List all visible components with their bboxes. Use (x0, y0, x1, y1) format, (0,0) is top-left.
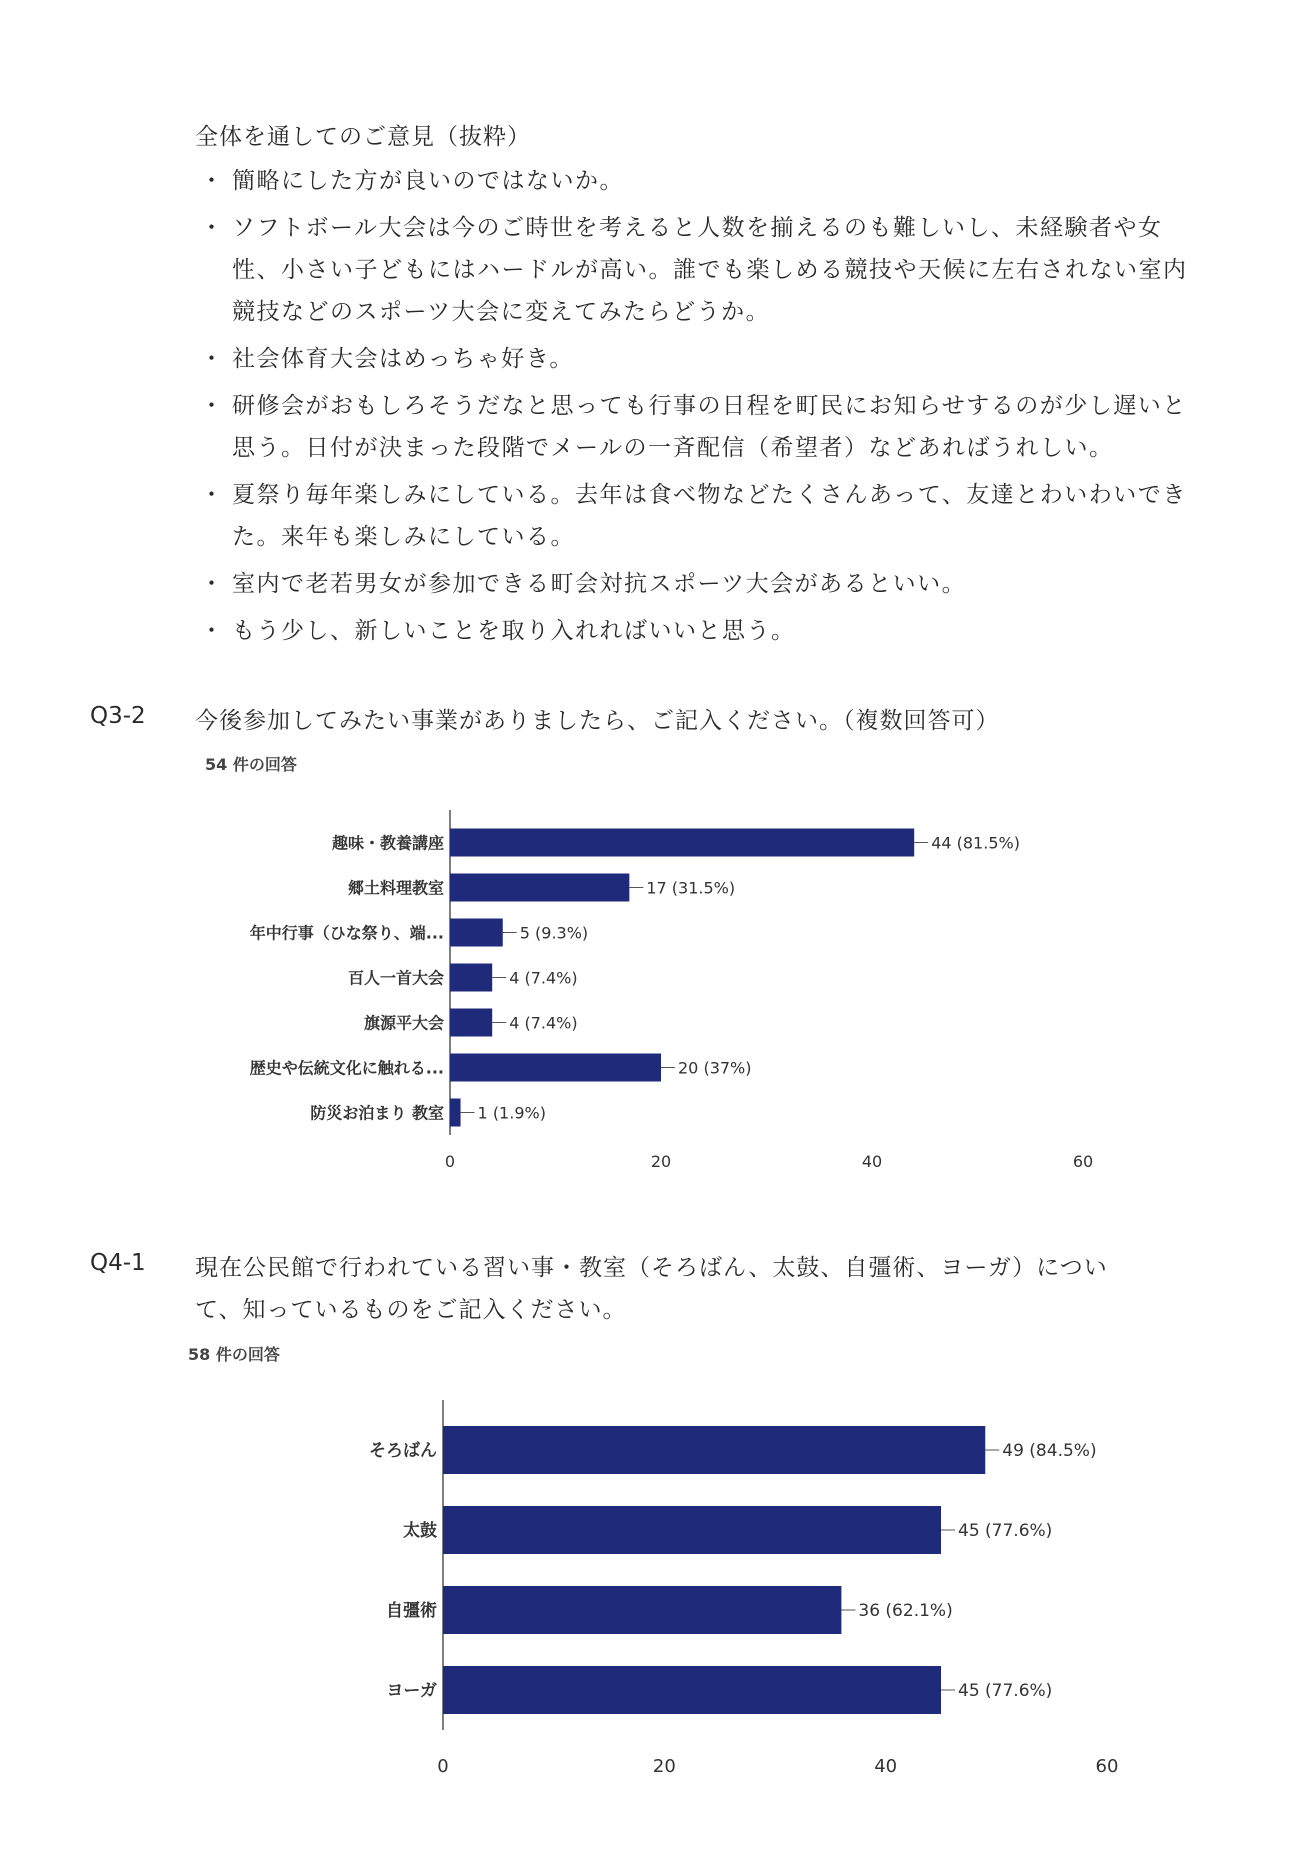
bar (443, 1586, 841, 1634)
bar-chart-q32 (0, 800, 1300, 1171)
question-label: Q3-2 (90, 703, 146, 729)
bar (450, 1009, 492, 1037)
tick-label: 40 (874, 1756, 898, 1777)
data-label: 20 (37%) (678, 1058, 752, 1078)
bar (450, 829, 914, 857)
bar-chart-q41 (0, 1390, 1300, 1777)
data-label: 4 (7.4%) (509, 1013, 578, 1033)
opinion-text: 簡略にした方が良いのではないか。 (232, 168, 624, 194)
category-label: そろばん (369, 1441, 437, 1461)
category-label: 歴史や伝統文化に触れる... (249, 1058, 444, 1078)
data-label: 45 (77.6%) (958, 1681, 1053, 1701)
data-label: 4 (7.4%) (509, 968, 578, 988)
category-label: ヨーガ (386, 1681, 437, 1701)
opinion-text: 夏祭り毎年楽しみにしている。去年は食べ物などたくさんあって、友達とわいわいできた。来年も楽しみにしている。 (232, 482, 1187, 550)
tick-label: 60 (1072, 1152, 1094, 1171)
bar (450, 1099, 461, 1127)
opinion-text: 研修会がおもしろそうだなと思っても行事の日程を町民にお知らせするのが少し遅いと思う。日付が決まった段階でメールの一斉配信（希望者）などあればうれしい。 (232, 393, 1187, 461)
category-label: 防災お泊まり 教室 (310, 1103, 444, 1123)
category-label: 年中行事（ひな祭り、端... (249, 923, 444, 943)
list-item (195, 160, 1205, 202)
question-text: 現在公民館で行われている習い事・教室（そろばん、太鼓、自彊術、ヨーガ）につい (195, 1255, 1108, 1281)
category-label: 旗源平大会 (363, 1013, 444, 1033)
list-item (195, 338, 1205, 380)
bar (450, 919, 503, 947)
list-item (195, 385, 1205, 469)
category-label: 百人一首大会 (347, 968, 444, 988)
category-label: 太鼓 (403, 1521, 437, 1541)
data-label: 36 (62.1%) (858, 1601, 953, 1621)
bar (450, 874, 629, 902)
bullet-mark: ・ (200, 215, 225, 241)
tick-label: 40 (861, 1152, 883, 1171)
opinion-text: 社会体育大会はめっちゃ好き。 (232, 346, 574, 372)
category-label: 自彊術 (386, 1601, 437, 1621)
data-label: 5 (9.3%) (519, 923, 589, 943)
list-item (195, 207, 1205, 333)
bar (443, 1506, 941, 1554)
bullet-mark: ・ (200, 571, 225, 597)
tick-label: 0 (444, 1152, 456, 1171)
data-label: 17 (31.5%) (646, 878, 736, 898)
response-count: 58 件の回答 (188, 1345, 280, 1364)
bullet-mark: ・ (200, 618, 225, 644)
list-item (195, 563, 1205, 605)
question-label: Q4-1 (90, 1250, 146, 1276)
bar (450, 964, 492, 992)
opinion-text: 室内で老若男女が参加できる町会対抗スポーツ大会があるといい。 (232, 571, 967, 597)
data-label: 44 (81.5%) (931, 833, 1020, 853)
data-label: 49 (84.5%) (1002, 1441, 1097, 1461)
opinion-list (195, 160, 1205, 657)
bar (450, 1054, 661, 1082)
question-text: て、知っているものをご記入ください。 (195, 1297, 627, 1323)
list-item (195, 610, 1205, 652)
bullet-mark: ・ (200, 393, 225, 419)
category-label: 郷土料理教室 (347, 878, 444, 898)
data-label: 1 (1.9%) (477, 1103, 546, 1123)
tick-label: 0 (437, 1756, 449, 1777)
list-item (195, 474, 1205, 558)
bar (443, 1666, 941, 1714)
bar (443, 1426, 985, 1474)
bullet-mark: ・ (200, 346, 225, 372)
intro-title: 全体を通してのご意見（抜粋） (195, 124, 531, 150)
category-label: 趣味・教養講座 (331, 833, 444, 853)
bullet-mark: ・ (200, 168, 225, 194)
response-count: 54 件の回答 (205, 755, 297, 774)
bullet-mark: ・ (200, 482, 225, 508)
tick-label: 60 (1095, 1756, 1119, 1777)
tick-label: 20 (650, 1152, 672, 1171)
question-text: 今後参加してみたい事業がありましたら、ご記入ください。（複数回答可） (195, 708, 1000, 734)
opinion-text: もう少し、新しいことを取り入れればいいと思う。 (232, 618, 796, 644)
data-label: 45 (77.6%) (958, 1521, 1053, 1541)
tick-label: 20 (652, 1756, 676, 1777)
opinion-text: ソフトボール大会は今のご時世を考えると人数を揃えるのも難しいし、未経験者や女性、小さい子どもにはハードルが高い。誰でも楽しめる競技や天候に左右されない室内競技などのスポーツ大会に変えてみたらどうか。 (232, 215, 1188, 325)
